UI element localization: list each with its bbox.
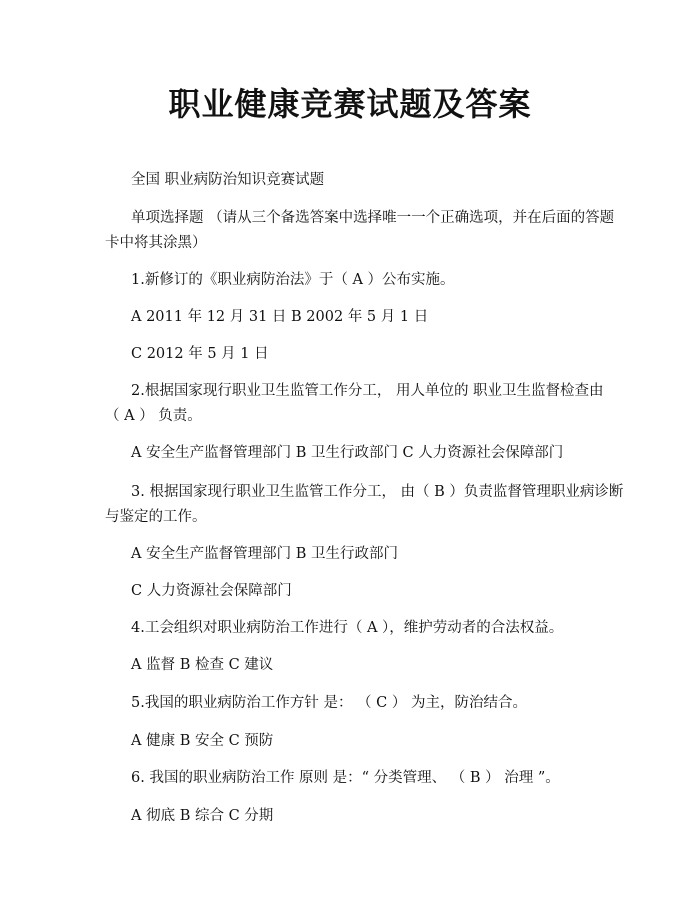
question-2-line2: （ A ） 负责。 xyxy=(105,408,202,424)
subtitle: 全国 职业病防治知识竞赛试题 xyxy=(131,172,325,188)
question-1-option-c: C 2012 年 5 月 1 日 xyxy=(131,346,269,362)
question-4-options: A 监督 B 检查 C 建议 xyxy=(131,657,274,673)
section-intro-line1: 单项选择题 （请从三个备选答案中选择唯一一个正确选项，并在后面的答题 xyxy=(131,210,615,226)
question-5: 5.我国的职业病防治工作方针 是： （ C ） 为主，防治结合。 xyxy=(131,695,527,711)
question-3-options-ab: A 安全生产监督管理部门 B 卫生行政部门 xyxy=(131,546,398,562)
question-4: 4.工会组织对职业病防治工作进行（ A ），维护劳动者的合法权益。 xyxy=(131,620,564,636)
question-1: 1.新修订的《职业病防治法》于（ A ）公布实施。 xyxy=(131,272,455,288)
question-3-option-c: C 人力资源社会保障部门 xyxy=(131,583,292,599)
section-intro-line2: 卡中将其涂黑） xyxy=(105,235,207,251)
question-3-line2: 与鉴定的工作。 xyxy=(105,509,207,525)
question-1-options-ab: A 2011 年 12 月 31 日 B 2002 年 5 月 1 日 xyxy=(131,309,429,325)
question-2-options: A 安全生产监督管理部门 B 卫生行政部门 C 人力资源社会保障部门 xyxy=(131,445,564,461)
document-title: 职业健康竞赛试题及答案 xyxy=(168,85,532,123)
question-2-line1: 2.根据国家现行职业卫生监管工作分工， 用人单位的 职业卫生监督检查由 xyxy=(131,383,604,399)
question-3-line1: 3. 根据国家现行职业卫生监管工作分工， 由（ B ）负责监督管理职业病诊断 xyxy=(131,484,624,500)
question-5-options: A 健康 B 安全 C 预防 xyxy=(131,733,274,749)
question-6-options: A 彻底 B 综合 C 分期 xyxy=(131,808,274,824)
question-6: 6. 我国的职业病防治工作 原则 是：“ 分类管理、 （ B ） 治理 ”。 xyxy=(131,770,560,786)
